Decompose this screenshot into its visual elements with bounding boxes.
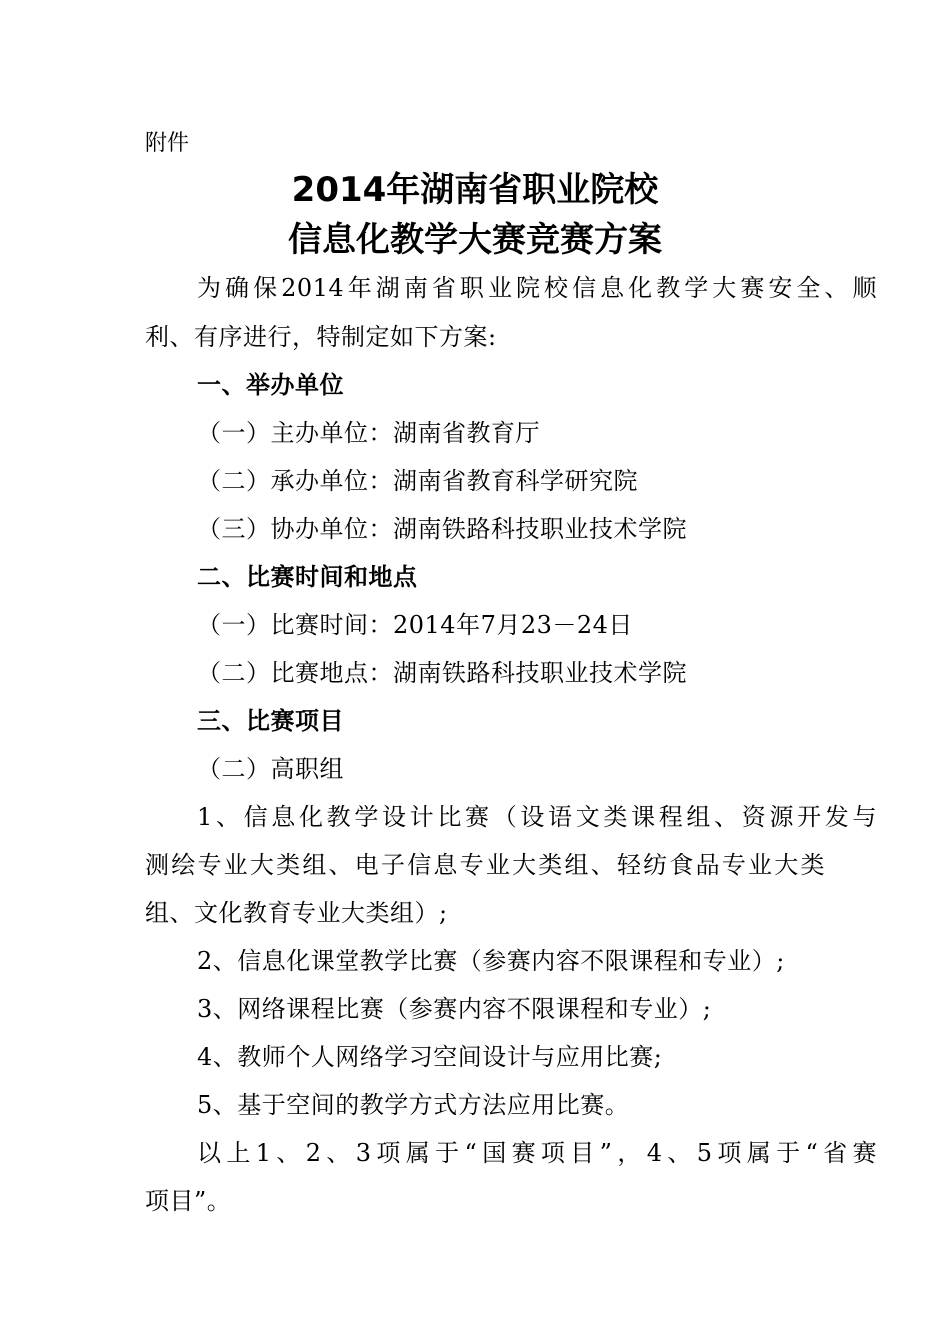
- document-title-line-2: 信息化教学大赛竞赛方案: [288, 220, 662, 260]
- note-line-2: 项目”。: [145, 1187, 232, 1215]
- event-item-2: 2、信息化课堂教学比赛（参赛内容不限课程和专业）;: [197, 947, 785, 975]
- event-item-5: 5、基于空间的教学方式方法应用比赛。: [197, 1091, 630, 1119]
- section-heading-time-place: 二、比赛时间和地点: [197, 563, 418, 591]
- group-label: （二）高职组: [197, 755, 344, 783]
- organizer-undertaker: （二）承办单位：湖南省教育科学研究院: [197, 467, 638, 495]
- attachment-label: 附件: [145, 131, 190, 156]
- event-item-1-line-3: 组、文化教育专业大类组）;: [145, 899, 448, 927]
- competition-time: （一）比赛时间：2014年7月23－24日: [197, 611, 633, 639]
- organizer-host: （一）主办单位：湖南省教育厅: [197, 419, 540, 447]
- document-title-line-1: 2014年湖南省职业院校: [291, 170, 659, 210]
- event-item-1-line-2: 测绘专业大类组、电子信息专业大类组、轻纺食品专业大类: [145, 851, 825, 879]
- event-item-3: 3、网络课程比赛（参赛内容不限课程和专业）;: [197, 995, 712, 1023]
- event-item-1-line-1: 1、信息化教学设计比赛（设语文类课程组、资源开发与: [197, 803, 877, 831]
- note-line-1: 以上1、2、3项属于“国赛项目”，4、5项属于“省赛: [197, 1139, 877, 1167]
- intro-paragraph-line-2: 利、有序进行，特制定如下方案:: [145, 323, 497, 351]
- organizer-co-organizer: （三）协办单位：湖南铁路科技职业技术学院: [197, 515, 687, 543]
- section-heading-events: 三、比赛项目: [197, 707, 344, 735]
- section-heading-organizers: 一、举办单位: [197, 371, 344, 399]
- competition-place: （二）比赛地点：湖南铁路科技职业技术学院: [197, 659, 687, 687]
- intro-paragraph-line-1: 为确保2014年湖南省职业院校信息化教学大赛安全、顺: [197, 274, 877, 302]
- event-item-4: 4、教师个人网络学习空间设计与应用比赛;: [197, 1043, 663, 1071]
